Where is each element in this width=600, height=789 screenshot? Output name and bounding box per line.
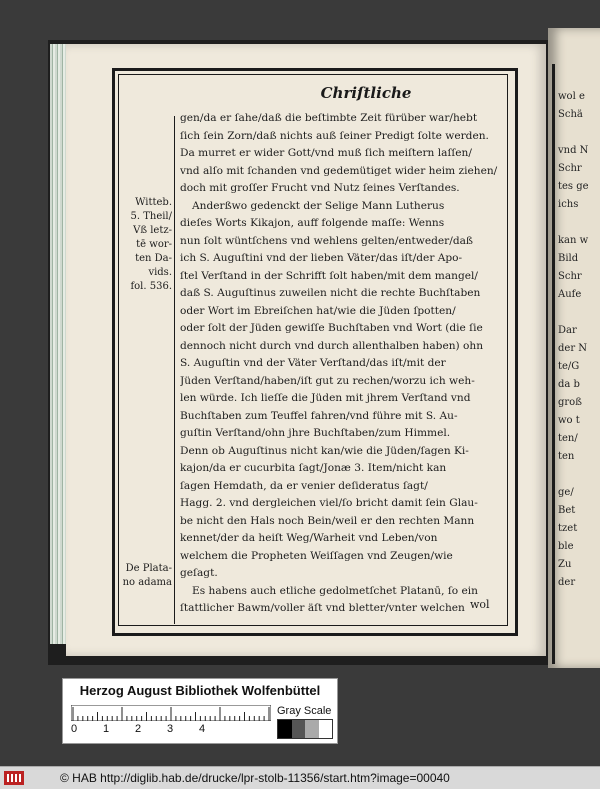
text-line: geſagt. xyxy=(180,567,218,579)
margin-note-line: ten Da- xyxy=(135,253,172,264)
text-line: Jüden Verſtand/haben/iſt gut zu rechen/worzu ich weh- xyxy=(180,374,475,387)
text-line: Denn ob Auguſtinus nicht kan/wie die Jüden/ſagen Ki- xyxy=(180,444,469,457)
margin-note-line: Witteb. xyxy=(135,197,172,208)
text-line: ſagen Hemdath, da er venier deſideratus ſagt/ xyxy=(180,479,428,492)
text-line: kajon/da er cucurbita ſagt/Jonæ 3. Item/nicht kan xyxy=(180,462,447,474)
margin-rule xyxy=(174,116,175,624)
text-line: Buchſtaben zum Teuffel fahren/vnd führe mit S. Au- xyxy=(180,409,458,422)
hab-logo-icon xyxy=(4,771,24,785)
facing-text-line: tzet xyxy=(558,523,578,534)
measurement-ruler xyxy=(71,705,271,721)
text-line: vnd alſo mit ſchanden vnd gedemütiget wider heim ziehen/ xyxy=(180,164,498,177)
ruler-number: 3 xyxy=(167,723,174,735)
facing-text-line: der N xyxy=(558,343,588,354)
text-line: ſtattlicher Bawm/voller äſt vnd bletter/vnter welchen xyxy=(180,602,465,614)
facing-text-line: Bet xyxy=(558,505,576,516)
facing-text-line: ble xyxy=(558,541,574,552)
facing-text-line: Schr xyxy=(558,271,582,282)
running-header: Chriſtliche xyxy=(320,84,412,102)
facing-text-line xyxy=(558,124,600,142)
margin-note-line: fol. 536. xyxy=(130,281,172,292)
facing-text-line: tes ge xyxy=(558,181,589,192)
library-name: Herzog August Bibliothek Wolfenbüttel xyxy=(79,683,321,698)
ruler-number: 4 xyxy=(199,723,206,735)
facing-text-line: Schä xyxy=(558,109,583,120)
gray-scale-label: Gray Scale xyxy=(277,705,332,717)
facing-text-line: wol e xyxy=(558,91,585,102)
facing-text-line: ichs xyxy=(558,199,579,210)
library-label-card xyxy=(62,678,338,744)
facing-page xyxy=(548,28,600,668)
ruler-number: 2 xyxy=(135,723,142,735)
facing-page-text xyxy=(558,88,600,592)
text-line: S. Auguſtin vnd der Väter Verſtand/das iſt/mit der xyxy=(180,357,446,369)
margin-note-line: vids. xyxy=(148,267,172,278)
facing-text-line: wo t xyxy=(558,415,580,426)
body-text xyxy=(180,110,502,618)
status-bar xyxy=(0,766,600,789)
text-line: kennet/der da heiſt Weg/Warheit vnd Leben/von xyxy=(180,532,438,544)
facing-text-line: der xyxy=(558,577,576,588)
facing-text-line: vnd N xyxy=(558,145,589,156)
text-line: ich S. Auguſtini vnd der lieben Väter/das iſt/der Apo- xyxy=(180,252,463,264)
text-line: oder ſolt der Jüden gewiſſe Buchſtaben vnd Wort (die ſie xyxy=(180,322,483,334)
facing-text-line: Dar xyxy=(558,325,577,336)
margin-note-line: no adama xyxy=(122,577,172,588)
facing-text-line: ge/ xyxy=(558,487,574,498)
text-line: daß S. Auguſtinus zuweilen nicht die rechte Buchſtaben xyxy=(180,287,481,299)
facing-text-line xyxy=(558,304,600,322)
margin-note-line: De Plata- xyxy=(125,563,172,574)
facing-text-line: te/G xyxy=(558,361,580,372)
ruler-number: 0 xyxy=(71,723,78,735)
facing-text-line: Bild xyxy=(558,253,579,264)
ruler-numbers xyxy=(71,723,271,737)
text-line: ſtel Verſtand in der Schrifft ſolt haben/mit dem mangel/ xyxy=(180,269,478,282)
facing-text-line: ten xyxy=(558,451,575,462)
facing-text-line: kan w xyxy=(558,235,589,246)
text-line: guſtin Verſtand/ohn jhre Buchſtaben/zum Himmel. xyxy=(180,427,451,439)
facing-text-line xyxy=(558,466,600,484)
margin-note-line: tē wor- xyxy=(136,239,172,250)
margin-note-line: 5. Theil/ xyxy=(130,211,172,222)
facing-text-line: groß xyxy=(558,397,582,408)
text-line: Hagg. 2. vnd dergleichen viel/ſo bricht damit ſein Glau- xyxy=(180,497,478,509)
facing-text-line: Zu xyxy=(558,559,572,570)
text-line: dieſes Worts Kikajon, auff folgende maſſe: Wenns xyxy=(180,217,445,229)
facing-text-line: da b xyxy=(558,379,580,390)
margin-note-wittenberg xyxy=(120,196,172,294)
text-line: Da murret er wider Gott/vnd muß ſich meiſtern laſſen/ xyxy=(180,147,472,159)
facing-text-line: ten/ xyxy=(558,433,578,444)
text-line: oder Wort im Ebreiſchen hat/wie die Jüden ſpotten/ xyxy=(180,304,456,317)
text-line: Anderßwo gedenckt der Selige Mann Lutherus xyxy=(192,199,445,212)
text-line: gen/da er ſahe/daß die beſtimbte Zeit fürüber war/hebt xyxy=(180,112,478,124)
text-line: be nicht den Hals noch Bein/weil er den rechten Mann xyxy=(180,514,475,527)
status-url-link[interactable]: © HAB http://diglib.hab.de/drucke/lpr-stolb-11356/start.htm?image=00040 xyxy=(60,771,450,785)
facing-text-line: Schr xyxy=(558,163,582,174)
catchword: wol xyxy=(470,598,490,611)
facing-page-frame xyxy=(552,64,555,664)
text-line: len würde. Ich lieſſe die Jüden mit jhrem Verſtand vnd xyxy=(180,392,471,404)
book-page xyxy=(66,44,546,656)
margin-note-platano xyxy=(120,562,172,590)
text-line: nun ſolt wüntſchens vnd wehlens gelten/entweder/daß xyxy=(180,234,473,247)
ruler-number: 1 xyxy=(103,723,110,735)
text-line: Es habens auch etliche gedolmetſchet Platanū, ſo ein xyxy=(192,584,478,597)
facing-text-line: Aufe xyxy=(558,289,582,300)
gray-scale-swatch xyxy=(277,719,333,739)
facing-text-line xyxy=(558,214,600,232)
margin-note-line: Vß letz- xyxy=(133,225,172,236)
text-line: doch mit groſſer Frucht vnd Nutz ſeines Verſtandes. xyxy=(180,182,460,194)
text-line: dennoch nicht durch vnd durch allenthalben haben) ohn xyxy=(180,339,484,352)
text-line: welchem die Propheten Weiſſagen vnd Zeugen/wie xyxy=(180,549,453,562)
text-line: ſich ſein Zorn/daß nichts auß ſeiner Predigt ſolte werden. xyxy=(180,129,489,142)
